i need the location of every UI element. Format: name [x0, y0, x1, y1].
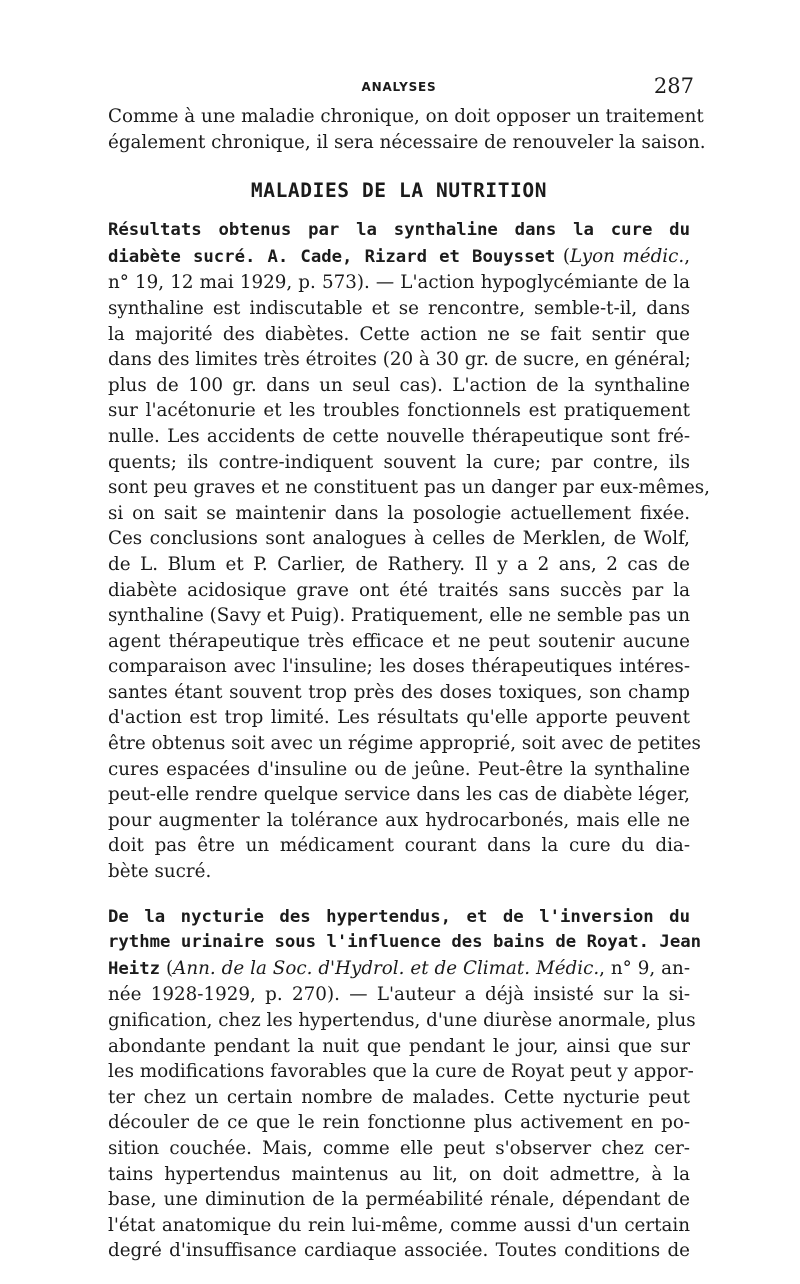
text-line: tains hypertendus maintenus au lit, on doit admettre, à la: [108, 1163, 690, 1185]
text-line: également chronique, il sera nécessaire de renouveler la saison.: [108, 131, 706, 153]
citation-reference: n° 19, 12 mai 1929, p. 573). — L'action hypoglycémiante de la: [108, 272, 690, 294]
text-line: pour augmenter la tolérance aux hydrocarbonés, mais elle ne: [108, 809, 690, 831]
citation-end: , n° 9, an-: [599, 957, 691, 979]
article-title-citation: [108, 956, 690, 983]
text-line: d'action est trop limité. Les résultats qu'elle apporte peuvent: [108, 707, 690, 729]
text-line: degré d'insuffisance cardiaque associée. Toutes conditions de: [108, 1240, 690, 1262]
text-line: abondante pendant la nuit que pendant le jour, ainsi que sur: [108, 1035, 690, 1057]
text-line: synthaline est indiscutable et se rencontre, semble-t-il, dans: [108, 297, 690, 319]
section-title: MALADIES DE LA NUTRITION: [250, 179, 548, 203]
article-title: Résultats obtenus par la synthaline dans la cure du: [108, 220, 690, 241]
text-line: l'état anatomique du rein lui-même, comme aussi d'un certain: [108, 1214, 690, 1236]
text-line: doit pas être un médicament courant dans la cure du dia-: [108, 835, 690, 857]
running-title: ANALYSES: [361, 80, 437, 94]
text-line: peut-elle rendre quelque service dans les cas de diabète léger,: [108, 784, 690, 806]
article-paragraph: [108, 218, 710, 884]
text-line: les modifications favorables que la cure de Royat peut y appor-: [108, 1061, 694, 1083]
text-line: plus de 100 gr. dans un seul cas). L'action de la synthaline: [108, 374, 690, 396]
page: [108, 70, 710, 1284]
text-line: Comme à une maladie chronique, on doit opposer un traitement: [108, 106, 704, 127]
text-line: diabète acidosique grave ont été traités sans succès par la: [108, 579, 690, 601]
text-line: bète sucré.: [108, 861, 212, 883]
article-title: rythme urinaire sous l'influence des bains de Royat. Jean: [108, 932, 702, 953]
text-line: synthaline (Savy et Puig). Pratiquement, elle ne semble pas un: [108, 605, 690, 627]
text-line: sont peu graves et ne constituent pas un danger par eux-mêmes,: [108, 477, 710, 499]
text-line: base, une diminution de la perméabilité rénale, dépendant de: [108, 1189, 690, 1211]
text-line: nulle. Les accidents de cette nouvelle thérapeutique sont fré-: [108, 425, 690, 447]
journal-name: Ann. de la Soc. d'Hydrol. et de Climat. Médic.: [173, 957, 600, 979]
running-head: [108, 70, 694, 98]
journal-name: Lyon médic.: [569, 245, 685, 267]
article-author: Heitz: [108, 958, 161, 979]
text-line: la majorité des diabètes. Cette action ne se fait sentir que: [108, 323, 690, 345]
page-number: 287: [653, 74, 694, 98]
text-line: santes étant souvent trop près des doses toxiques, son champ: [108, 681, 690, 703]
citation-paren: (: [555, 245, 570, 267]
article-nycturie: [108, 905, 702, 1264]
text-line: ter chez un certain nombre de malades. Cette nycturie peut: [108, 1086, 690, 1108]
text-line: cures espacées d'insuline ou de jeûne. Peut-être la synthaline: [108, 758, 690, 780]
article-synthaline: [108, 218, 710, 884]
text-line: si on sait se maintenir dans la posologie actuellement fixée.: [108, 502, 690, 524]
text-line: comparaison avec l'insuline; les doses thérapeutiques intéres-: [108, 656, 690, 678]
citation-paren: (: [160, 957, 174, 979]
text-line: née 1928-1929, p. 270). — L'auteur a déjà insisté sur la si-: [108, 984, 690, 1006]
text-line: Ces conclusions sont analogues à celles de Merklen, de Wolf,: [108, 528, 690, 550]
text-line: gnification, chez les hypertendus, d'une diurèse anormale, plus: [108, 1010, 696, 1031]
text-line: agent thérapeutique très efficace et ne peut soutenir aucune: [108, 630, 690, 652]
text-line: être obtenus soit avec un régime approprié, soit avec de petites: [108, 733, 701, 755]
text-line: sition couchée. Mais, comme elle peut s'observer chez cer-: [108, 1137, 690, 1159]
text-line: dans des limites très étroites (20 à 30 gr. de sucre, en général;: [108, 349, 691, 371]
article-authors: diabète sucré. A. Cade, Rizard et Bouysset: [108, 246, 556, 267]
text-line: quents; ils contre-indiquent souvent la cure; par contre, ils: [108, 451, 690, 473]
article-title-citation: [108, 244, 690, 271]
intro-paragraph: [108, 104, 706, 155]
article-paragraph: [108, 905, 702, 1264]
citation-end: ,: [684, 245, 690, 267]
article-title: De la nycturie des hypertendus, et de l'inversion du: [108, 906, 690, 927]
text-line: de L. Blum et P. Carlier, de Rathery. Il y a 2 ans, 2 cas de: [108, 553, 690, 575]
text-line: découler de ce que le rein fonctionne plus activement en po-: [108, 1112, 690, 1134]
text-line: sur l'acétonurie et les troubles fonctionnels est pratiquement: [108, 400, 690, 422]
